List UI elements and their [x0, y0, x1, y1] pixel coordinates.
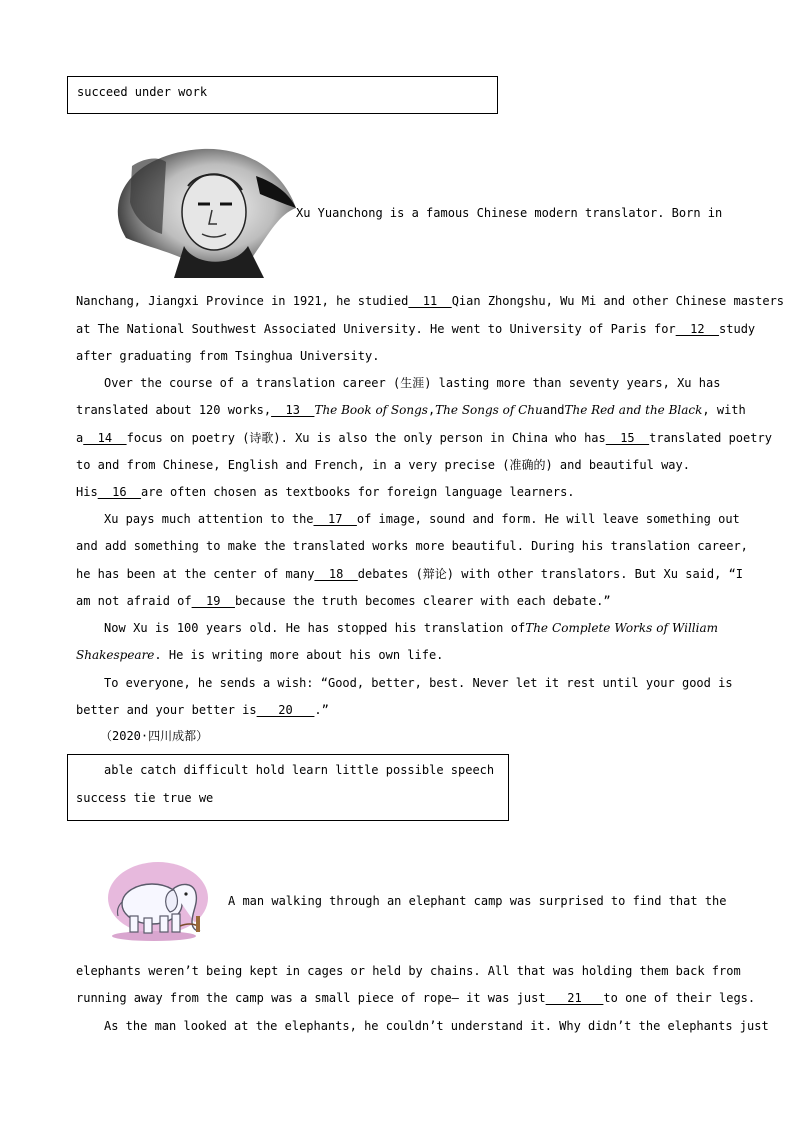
title-shakespeare: Shakespeare	[76, 648, 155, 662]
p2-line-3	[76, 430, 772, 446]
p2-line-1	[104, 375, 721, 391]
p3-line-4	[76, 593, 718, 609]
p1-line-2	[76, 293, 785, 309]
text: Now Xu is 100 years old. He has stopped his translation of	[104, 621, 526, 635]
p6-line-1	[228, 893, 727, 909]
blank-20[interactable]: 20	[256, 703, 315, 717]
text: ,	[427, 403, 436, 417]
p4-line-2	[76, 647, 718, 663]
text: . He is writing more about his own life.	[154, 648, 444, 662]
text: running away from the camp was a small piece of rope— it was just	[76, 991, 546, 1005]
p3-line-2	[76, 538, 748, 554]
text: at The National Southwest Associated University. He went to University of Paris for	[76, 322, 676, 336]
p4-line-1	[104, 620, 718, 636]
p1-line-4	[76, 348, 718, 364]
text: translated about 120 works,	[76, 403, 272, 417]
blank-11[interactable]: 11	[408, 294, 452, 308]
text: a	[76, 431, 84, 445]
text: to and from Chinese, English and French, in a very precise (准确的) and beautiful way.	[76, 458, 690, 472]
text: are often chosen as textbooks for foreign language learners.	[141, 485, 575, 499]
text: because the truth becomes clearer with each debate.”	[234, 594, 611, 608]
text: better and your better is	[76, 703, 257, 717]
portrait-image	[114, 146, 298, 280]
blank-18[interactable]: 18	[314, 567, 358, 581]
p5-line-2	[76, 702, 718, 718]
blank-19[interactable]: 19	[191, 594, 235, 608]
p6-line-3	[76, 990, 756, 1006]
text: and add something to make the translated works more beautiful. During his translation career,	[76, 539, 748, 553]
blank-16[interactable]: 16	[97, 485, 142, 499]
source-text: （2020·四川成都）	[100, 729, 209, 743]
text: elephants weren’t being kept in cages or held by chains. All that was holding them back from	[76, 964, 741, 978]
word-bank-2-line-1: able catch difficult hold learn little possible speech	[104, 763, 495, 777]
p2-line-5	[76, 484, 718, 500]
text: Nanchang, Jiangxi Province in 1921, he studied	[76, 294, 409, 308]
text: His	[76, 485, 98, 499]
word-bank-1-text: succeed under work	[77, 85, 208, 99]
p2-line-2	[76, 402, 746, 418]
p1-line-1-text: Xu Yuanchong is a famous Chinese modern translator. Born in	[296, 206, 723, 220]
blank-15[interactable]: 15	[605, 431, 650, 445]
blank-13[interactable]: 13	[271, 403, 315, 417]
p3-line-1	[104, 511, 740, 527]
text: Xu pays much attention to the	[104, 512, 314, 526]
text: focus on poetry (诗歌). Xu is also the only person in China who has	[126, 431, 606, 445]
text: A man walking through an elephant camp was surprised to find that the	[228, 894, 727, 908]
text: am not afraid of	[76, 594, 192, 608]
p1-line-3	[76, 321, 756, 337]
title-book-of-songs: The Book of Songs	[314, 403, 428, 417]
text: translated poetry	[649, 431, 772, 445]
text: after graduating from Tsinghua University.	[76, 349, 380, 363]
text: , with	[702, 403, 746, 417]
p6-line-2	[76, 963, 741, 979]
p3-line-3	[76, 566, 744, 582]
text: Qian Zhongshu, Wu Mi and other Chinese masters	[451, 294, 785, 308]
title-songs-of-chu: The Songs of Chu	[435, 403, 543, 417]
word-bank-box-1	[67, 76, 498, 114]
title-complete-works: The Complete Works of William	[525, 621, 718, 635]
p1-line-1	[296, 205, 723, 221]
text: he has been at the center of many	[76, 567, 315, 581]
source-label	[100, 728, 300, 744]
word-bank-2-line-2: success tie true we	[76, 791, 214, 805]
blank-14[interactable]: 14	[83, 431, 127, 445]
text: study	[719, 322, 756, 336]
p5-line-1	[104, 675, 733, 691]
p6-line-4	[104, 1018, 769, 1034]
title-red-and-black: The Red and the Black	[564, 403, 703, 417]
text: debates (辩论) with other translators. But Xu said, “I	[357, 567, 744, 581]
blank-12[interactable]: 12	[675, 322, 720, 336]
p2-line-4	[76, 457, 718, 473]
elephant-image	[100, 860, 212, 942]
text: As the man looked at the elephants, he couldn’t understand it. Why didn’t the elephants just	[104, 1019, 769, 1033]
text: of image, sound and form. He will leave something out	[356, 512, 740, 526]
text: Over the course of a translation career (生涯) lasting more than seventy years, Xu has	[104, 376, 721, 390]
blank-21[interactable]: 21	[545, 991, 604, 1005]
word-bank-box-2	[67, 754, 509, 821]
text: to one of their legs.	[603, 991, 756, 1005]
text: To everyone, he sends a wish: “Good, better, best. Never let it rest until your good is	[104, 676, 733, 690]
blank-17[interactable]: 17	[313, 512, 357, 526]
text: .”	[314, 703, 329, 717]
text: and	[542, 403, 565, 417]
